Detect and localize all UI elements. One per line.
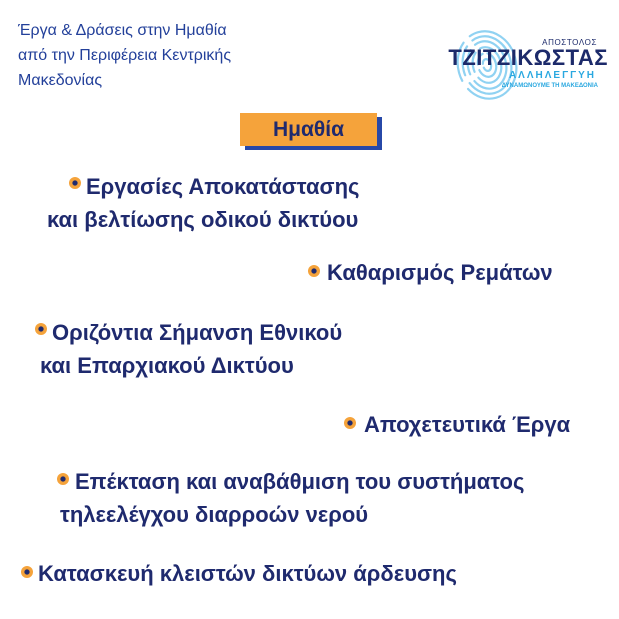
region-label: Ημαθία bbox=[240, 113, 377, 146]
item-text-line: Κατασκευή κλειστών δικτύων άρδευσης bbox=[38, 561, 457, 586]
item-text-line: τηλεελέγχου διαρροών νερού bbox=[60, 502, 369, 527]
list-item-telemetry-upgrade bbox=[0, 465, 619, 531]
bullet-icon bbox=[57, 473, 69, 485]
list-item-stream-cleaning bbox=[0, 256, 619, 289]
item-text-line: Εργασίες Αποκατάστασης bbox=[86, 174, 360, 199]
logo bbox=[440, 20, 619, 100]
logo-last-name: ΤΖΙΤΖΙΚΩΣΤΑΣ bbox=[448, 45, 608, 70]
bullet-icon bbox=[344, 417, 356, 429]
bullet-icon bbox=[308, 265, 320, 277]
title-line: από την Περιφέρεια Κεντρικής bbox=[18, 47, 232, 64]
item-text-line: Καθαρισμός Ρεμάτων bbox=[327, 260, 553, 285]
list-item-road-restoration bbox=[0, 170, 619, 236]
logo-first-name: ΑΠΟΣΤΟΛΟΣ bbox=[542, 38, 597, 47]
item-text-line: και Επαρχιακού Δικτύου bbox=[40, 353, 294, 378]
title-line: Έργα & Δράσεις στην Ημαθία bbox=[18, 22, 227, 39]
item-text-line: Αποχετευτικά Έργα bbox=[364, 412, 571, 437]
list-item-irrigation-networks bbox=[0, 557, 619, 590]
item-text-line: Επέκταση και αναβάθμιση του συστήματος bbox=[75, 469, 525, 494]
list-item-sewerage-works bbox=[0, 408, 619, 441]
bullet-icon bbox=[35, 323, 47, 335]
bullet-icon bbox=[21, 566, 33, 578]
title-line: Μακεδονίας bbox=[18, 72, 103, 89]
logo-party-name: ΑΛΛΗΛΕΓΓΥΗ bbox=[508, 70, 596, 81]
item-text-line: και βελτίωσης οδικού δικτύου bbox=[47, 207, 359, 232]
item-text-line: Οριζόντια Σήμανση Εθνικού bbox=[52, 320, 343, 345]
list-item-road-marking bbox=[0, 316, 619, 382]
bullet-icon bbox=[69, 177, 81, 189]
page-title bbox=[18, 18, 231, 93]
logo-slogan: ΔΥΝΑΜΩΝΟΥΜΕ ΤΗ ΜΑΚΕΔΟΝΙΑ bbox=[501, 83, 598, 89]
